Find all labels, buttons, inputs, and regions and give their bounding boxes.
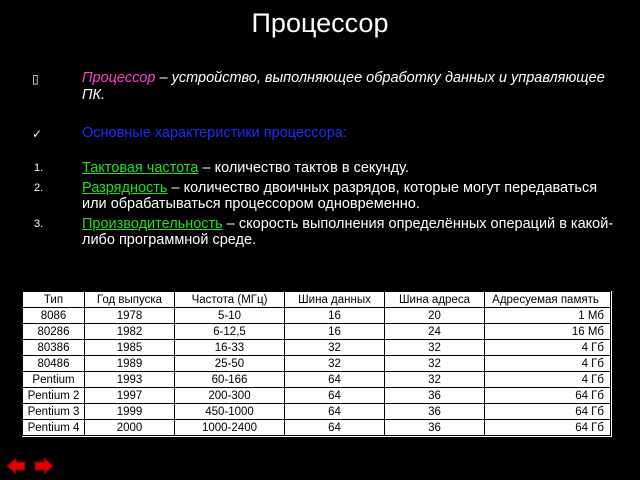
table-header-cell: Частота (МГц) <box>175 292 285 308</box>
term-link[interactable]: Разрядность <box>82 180 168 196</box>
square-bullet-icon: ▯ <box>32 72 39 86</box>
list-item <box>34 160 614 176</box>
table-row <box>23 388 611 404</box>
table-cell: 32 <box>385 356 485 372</box>
table-header-cell: Адресуемая память <box>485 292 611 308</box>
table-cell: 450-1000 <box>175 404 285 420</box>
table-header-cell: Шина адреса <box>385 292 485 308</box>
list-marker: 3. <box>34 218 44 230</box>
table-cell: 32 <box>385 372 485 388</box>
table-cell: 32 <box>285 340 385 356</box>
table-cell: 64 Гб <box>485 404 611 420</box>
term-description: – количество тактов в секунду. <box>198 160 409 176</box>
table-cell: 64 <box>285 420 385 436</box>
table-header-cell: Год выпуска <box>85 292 175 308</box>
table-cell: 2000 <box>85 420 175 436</box>
table-cell: 5-10 <box>175 308 285 324</box>
table-cell: 1997 <box>85 388 175 404</box>
characteristics-heading-row <box>34 125 614 142</box>
term-description: – скорость выполнения определённых операций в какой-либо программной среде. <box>82 216 614 248</box>
table-cell: 1982 <box>85 324 175 340</box>
table-cell: 64 <box>285 372 385 388</box>
checkmark-bullet-icon: ✓ <box>32 127 43 141</box>
list-marker: 2. <box>34 182 44 194</box>
table-cell: 16 Мб <box>485 324 611 340</box>
table-cell: 1000-2400 <box>175 420 285 436</box>
term-link[interactable]: Производительность <box>82 216 223 232</box>
table-cell: 1 Мб <box>485 308 611 324</box>
definition-body: – устройство, выполняющее обработку данных и управляющее ПК. <box>82 70 605 103</box>
list-item <box>34 180 614 212</box>
term-description: – количество двоичных разрядов, которые могут передаваться или обрабатываться процессором одновременно. <box>82 180 598 212</box>
table-cell: 1985 <box>85 340 175 356</box>
table-cell: Pentium 3 <box>23 404 85 420</box>
table-cell: 16-33 <box>175 340 285 356</box>
table-cell: 16 <box>285 324 385 340</box>
table-row <box>23 356 611 372</box>
table-row <box>23 404 611 420</box>
arrow-left-icon <box>6 457 26 475</box>
table-cell: 1978 <box>85 308 175 324</box>
table-cell: 16 <box>285 308 385 324</box>
table-cell: 1993 <box>85 372 175 388</box>
arrow-right-icon <box>34 457 54 475</box>
definition-bullet <box>34 70 614 104</box>
characteristics-list <box>34 160 614 252</box>
table-cell: 4 Гб <box>485 356 611 372</box>
table-cell: 64 Гб <box>485 420 611 436</box>
term-link[interactable]: Тактовая частота <box>82 160 199 176</box>
table-cell: 20 <box>385 308 485 324</box>
processor-table <box>22 291 611 436</box>
table-cell: 32 <box>385 340 485 356</box>
table-row <box>23 340 611 356</box>
table-cell: Pentium 4 <box>23 420 85 436</box>
table-cell: 32 <box>285 356 385 372</box>
processor-table-container <box>22 291 612 437</box>
table-header-cell: Тип <box>23 292 85 308</box>
table-cell: 80486 <box>23 356 85 372</box>
list-item <box>34 216 614 248</box>
prev-slide-button[interactable] <box>6 457 26 475</box>
table-cell: 24 <box>385 324 485 340</box>
table-cell: 8086 <box>23 308 85 324</box>
table-cell: 80386 <box>23 340 85 356</box>
table-cell: 4 Гб <box>485 372 611 388</box>
table-cell: 60-166 <box>175 372 285 388</box>
table-row <box>23 324 611 340</box>
list-marker: 1. <box>34 162 44 174</box>
table-cell: 1989 <box>85 356 175 372</box>
table-cell: 25-50 <box>175 356 285 372</box>
table-cell: 64 <box>285 388 385 404</box>
table-cell: Pentium <box>23 372 85 388</box>
table-cell: 36 <box>385 404 485 420</box>
table-cell: 64 Гб <box>485 388 611 404</box>
table-cell: 80286 <box>23 324 85 340</box>
slide-title: Процессор <box>251 8 389 38</box>
table-cell: 4 Гб <box>485 340 611 356</box>
table-cell: 36 <box>385 420 485 436</box>
table-cell: 64 <box>285 404 385 420</box>
table-header-cell: Шина данных <box>285 292 385 308</box>
table-cell: 1999 <box>85 404 175 420</box>
table-row <box>23 372 611 388</box>
next-slide-button[interactable] <box>34 457 54 475</box>
table-cell: Pentium 2 <box>23 388 85 404</box>
table-header-row <box>23 292 611 308</box>
definition-term: Процессор <box>82 70 156 86</box>
characteristics-heading: Основные характеристики процессора: <box>82 125 347 141</box>
table-row <box>23 420 611 436</box>
table-row <box>23 308 611 324</box>
table-cell: 200-300 <box>175 388 285 404</box>
table-cell: 6-12,5 <box>175 324 285 340</box>
table-cell: 36 <box>385 388 485 404</box>
